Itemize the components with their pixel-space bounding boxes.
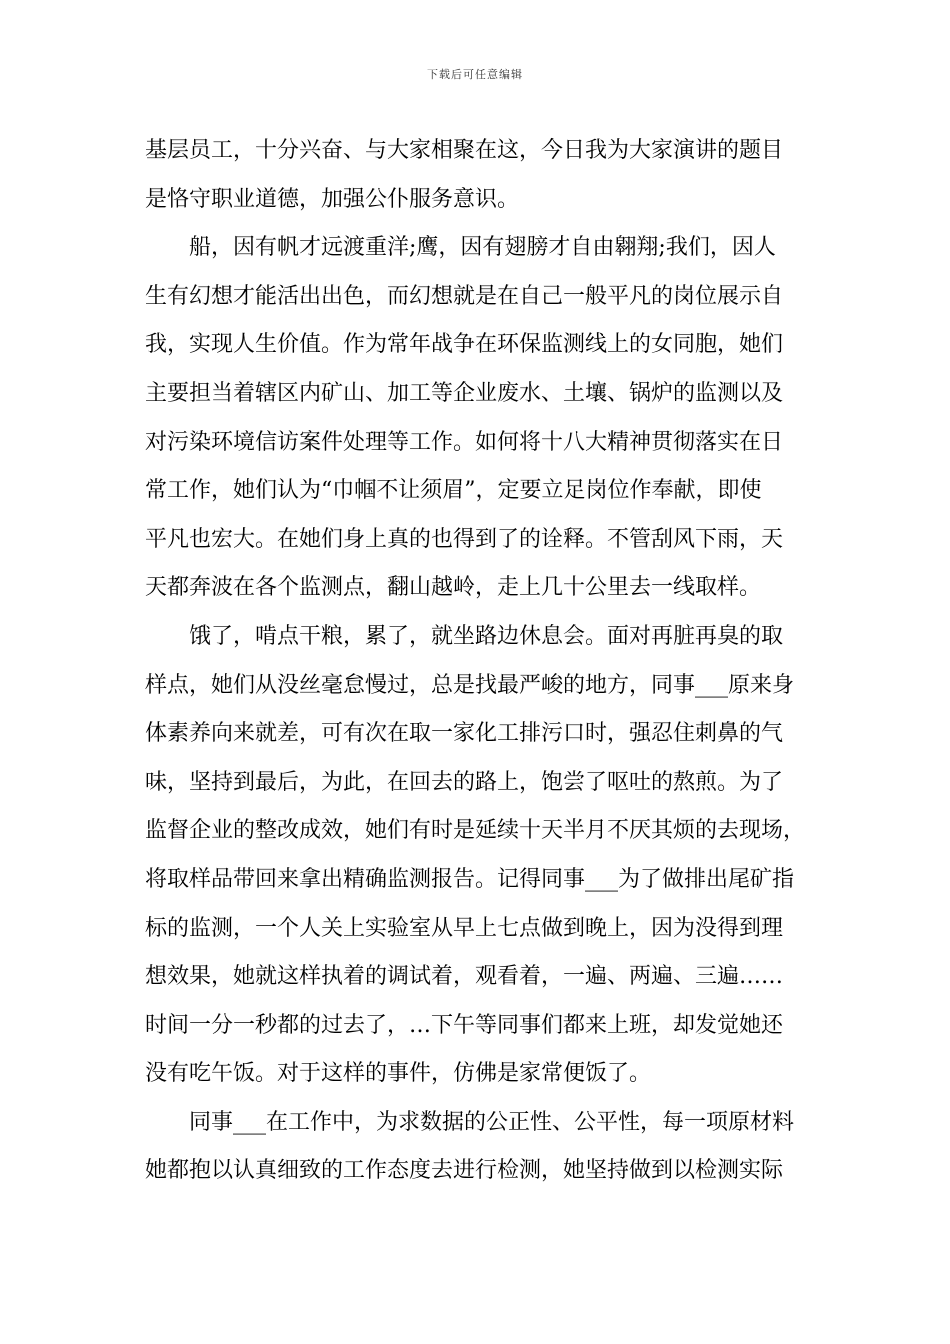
- text-line: 她都抱以认真细致的工作态度去进行检测，她坚持做到以检测实际: [145, 1158, 784, 1184]
- text-line: 监督企业的整改成效，她们有时是延续十天半月不厌其烦的去现场，: [145, 818, 806, 844]
- text-line: 基层员工，十分兴奋、与大家相聚在这，今日我为大家演讲的题目: [145, 138, 784, 163]
- text-line: 时间一分一秒都的过去了，…下午等同事们都来上班，却发觉她还: [145, 1012, 784, 1038]
- text-line: 我，实现人生价值。作为常年战争在环保监测线上的女同胞，她们: [145, 332, 784, 358]
- text-line: 主要担当着辖区内矿山、加工等企业废水、土壤、锅炉的监测以及: [145, 380, 784, 406]
- document-body: [145, 127, 810, 1196]
- text-line: 想效果，她就这样执着的调试着，观看着，一遍、两遍、三遍……: [145, 964, 784, 990]
- text-line: 同事___在工作中，为求数据的公正性、公平性，每一项原材料: [145, 1109, 795, 1135]
- text-line: 船，因有帆才远渡重洋;鹰，因有翅膀才自由翱翔;我们，因人: [145, 235, 776, 261]
- text-line: 标的监测，一个人关上实验室从早上七点做到晚上，因为没得到理: [145, 915, 784, 941]
- text-line: 味，坚持到最后，为此，在回去的路上，饱尝了呕吐的熬煎。为了: [145, 769, 784, 795]
- text-line: 是恪守职业道德，加强公仆服务意识。: [145, 186, 520, 212]
- text-line: 常工作，她们认为“巾帼不让须眉”，定要立足岗位作奉献，即使: [145, 478, 762, 504]
- text-line: 饿了，啃点干粮，累了，就坐路边休息会。面对再脏再臭的取: [145, 623, 784, 649]
- text-line: 没有吃午饭。对于这样的事件，仿佛是家常便饭了。: [145, 1061, 652, 1087]
- text-line: 对污染环境信访案件处理等工作。如何将十八大精神贯彻落实在日: [145, 429, 784, 455]
- text-line: 天都奔波在各个监测点，翻山越岭，走上几十公里去一线取样。: [145, 575, 762, 601]
- page-header: 下载后可任意编辑: [427, 68, 523, 81]
- text-line: 体素养向来就差，可有次在取一家化工排污口时，强忍住刺鼻的气: [145, 721, 784, 747]
- text-line: 平凡也宏大。在她们身上真的也得到了的诠释。不管刮风下雨，天: [145, 526, 784, 552]
- text-line: 样点，她们从没丝毫怠慢过，总是找最严峻的地方，同事___原来身: [145, 672, 795, 698]
- text-line: 将取样品带回来拿出精确监测报告。记得同事___为了做排出尾矿指: [145, 866, 795, 892]
- text-line: 生有幻想才能活出出色，而幻想就是在自己一般平凡的岗位展示自: [145, 283, 784, 309]
